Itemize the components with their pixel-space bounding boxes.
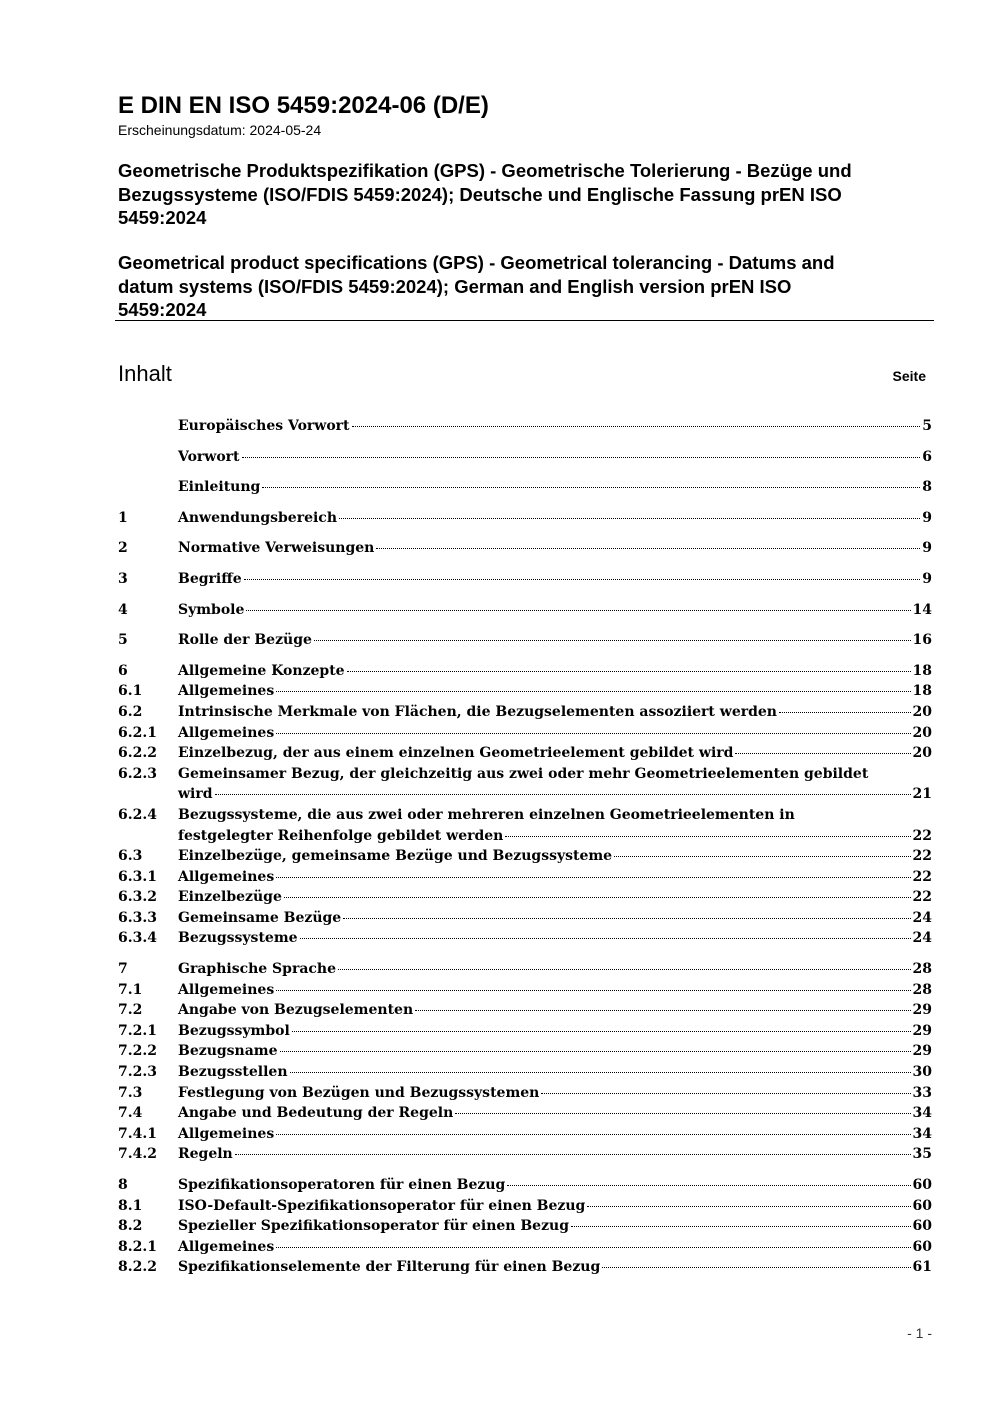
toc-entry-page: 9	[922, 570, 932, 587]
toc-entry-page: 24	[912, 909, 932, 926]
toc-entry-page: 34	[912, 1125, 932, 1142]
toc-entry-number: 7.4	[118, 1105, 143, 1122]
toc-entry[interactable]	[118, 538, 932, 559]
toc-entry-title: Spezifikationsoperatoren für einen Bezug	[178, 1177, 506, 1193]
title-divider	[115, 320, 934, 321]
toc-entry-title: Festlegung von Bezügen und Bezugssystemen	[178, 1084, 540, 1101]
toc-entry[interactable]	[118, 1237, 932, 1258]
toc-dot-leader	[347, 671, 911, 672]
toc-entry-number: 2	[118, 540, 128, 557]
toc-entry[interactable]	[118, 569, 932, 590]
toc-entry-number: 6.2.1	[118, 724, 157, 741]
toc-entry-title: Europäisches Vorwort	[178, 418, 350, 434]
toc-entry[interactable]	[118, 1041, 932, 1062]
toc-entry-page: 20	[912, 745, 932, 762]
toc-entry-page: 21	[912, 786, 932, 803]
toc-entry[interactable]	[118, 959, 932, 980]
toc-entry-number: 6.1	[118, 683, 143, 700]
toc-entry[interactable]	[118, 681, 932, 702]
toc-entry[interactable]	[118, 702, 932, 723]
toc-entry-page: 60	[912, 1197, 932, 1214]
toc-entry[interactable]	[118, 416, 932, 437]
toc-entry-title: Spezieller Spezifikationsoperator für einen Bezug	[178, 1218, 569, 1235]
toc-entry-number: 7.4.2	[118, 1146, 157, 1163]
toc-entry-number: 8.2.2	[118, 1259, 157, 1276]
toc-dot-leader	[614, 856, 910, 857]
title-english-line: Geometrical product specifications (GPS) - Geometrical tolerancing - Datums and	[118, 252, 835, 273]
toc-entry-number: 6	[118, 662, 128, 679]
toc-entry-number: 1	[118, 509, 128, 526]
toc-entry-page: 30	[912, 1064, 932, 1081]
toc-dot-leader	[352, 426, 921, 427]
toc-entry[interactable]	[118, 1175, 932, 1196]
toc-dot-leader	[276, 1247, 910, 1248]
toc-entry[interactable]	[118, 1124, 932, 1145]
toc-entry-title: Begriffe	[178, 570, 242, 587]
toc-dot-leader	[415, 1010, 910, 1011]
title-german-line: Geometrische Produktspezifikation (GPS) - Geometrische Tolerierung - Bezüge und	[118, 160, 852, 181]
toc-entry[interactable]	[118, 743, 932, 764]
toc-entry-title: Normative Verweisungen	[178, 540, 375, 557]
toc-dot-leader	[276, 990, 910, 991]
toc-entry-number: 6.2.3	[118, 765, 157, 782]
toc-entry-title: Allgemeine Konzepte	[178, 662, 345, 679]
toc-entry-title: Allgemeines	[178, 724, 275, 741]
title-english-line: datum systems (ISO/FDIS 5459:2024); German and English version prEN ISO	[118, 275, 792, 297]
toc-entry-page: 6	[922, 448, 932, 465]
toc-dot-leader	[338, 969, 911, 970]
toc-entry-title: Rolle der Bezüge	[178, 632, 312, 649]
toc-entry[interactable]	[118, 908, 932, 929]
toc-entry-number: 6.2.2	[118, 745, 157, 762]
toc-entry-title: Allgemeines	[178, 683, 275, 700]
toc-entry-number: 6.2.4	[118, 806, 157, 823]
toc-entry-title: Einzelbezüge, gemeinsame Bezüge und Bezugssysteme	[178, 848, 613, 865]
toc-entry-title: Symbole	[178, 601, 245, 618]
toc-dot-leader	[276, 877, 910, 878]
toc-entry[interactable]	[118, 1062, 932, 1083]
toc-dot-leader	[505, 836, 910, 837]
toc-dot-leader	[779, 712, 911, 713]
toc-entry-page: 9	[922, 540, 932, 557]
toc-entry-title: Einzelbezug, der aus einem einzelnen Geometrieelement gebildet wird	[178, 745, 734, 762]
toc-dot-leader	[284, 897, 911, 898]
toc-entry[interactable]	[118, 630, 932, 651]
toc-entry-title: Anwendungsbereich	[178, 509, 337, 526]
toc-entry-title: wird	[178, 786, 213, 803]
toc-entry-page: 60	[912, 1238, 932, 1255]
title-german-line: Bezugssysteme (ISO/FDIS 5459:2024); Deutsche und Englische Fassung prEN ISO	[118, 183, 842, 205]
toc-entry[interactable]	[118, 661, 932, 682]
document-id: E DIN EN ISO 5459:2024-06 (D/E)	[118, 92, 489, 119]
toc-entry-title: Graphische Sprache	[178, 961, 337, 978]
toc-entry-number: 7	[118, 961, 128, 978]
toc-entry-number: 7.1	[118, 981, 143, 998]
toc-entry[interactable]	[118, 846, 932, 867]
toc-dot-leader	[276, 1134, 910, 1135]
toc-dot-leader	[376, 548, 920, 549]
toc-entry-title: Vorwort	[178, 448, 240, 465]
toc-entry[interactable]	[118, 1103, 932, 1124]
toc-entry-page: 24	[912, 930, 932, 947]
toc-entry-number: 8.1	[118, 1197, 143, 1214]
toc-entry-page: 34	[912, 1105, 932, 1122]
toc-entry[interactable]	[118, 887, 932, 908]
toc-entry-page: 18	[912, 683, 932, 700]
toc-entry-page: 60	[912, 1177, 932, 1193]
toc-entry[interactable]	[118, 1196, 932, 1217]
toc-dot-leader	[246, 610, 910, 611]
toc-dot-leader	[507, 1185, 910, 1186]
toc-entry-page: 20	[912, 724, 932, 741]
toc-dot-leader	[300, 938, 911, 939]
toc-entry-title: Allgemeines	[178, 1238, 275, 1255]
toc-entry[interactable]	[118, 1083, 932, 1104]
table-of-contents	[118, 416, 932, 1278]
toc-entry-title: Regeln	[178, 1146, 233, 1163]
toc-entry-number: 6.3.2	[118, 889, 157, 906]
toc-entry-title: Gemeinsamer Bezug, der gleichzeitig aus zwei oder mehr Geometrieelementen gebildet	[178, 765, 869, 782]
toc-entry-number: 7.4.1	[118, 1125, 157, 1142]
toc-dot-leader	[343, 918, 910, 919]
title-english	[118, 251, 918, 322]
toc-entry[interactable]	[118, 1216, 932, 1237]
toc-dot-leader	[262, 487, 920, 488]
toc-entry-number: 6.3.3	[118, 909, 157, 926]
toc-entry[interactable]	[118, 928, 932, 949]
toc-dot-leader	[541, 1093, 910, 1094]
toc-entry-page: 20	[912, 703, 932, 720]
toc-entry-number: 6.2	[118, 703, 143, 720]
toc-entry[interactable]	[118, 508, 932, 529]
toc-entry-page: 60	[912, 1218, 932, 1235]
toc-dot-leader	[587, 1206, 910, 1207]
toc-entry-page: 8	[922, 479, 932, 496]
title-english-line: 5459:2024	[118, 299, 207, 320]
toc-entry-number: 6.3	[118, 848, 143, 865]
toc-entry-page: 22	[912, 848, 932, 865]
toc-entry-title: ISO-Default-Spezifikationsoperator für einen Bezug	[178, 1197, 586, 1214]
toc-entry-title: Allgemeines	[178, 1125, 275, 1142]
toc-entry-title: Gemeinsame Bezüge	[178, 909, 342, 926]
publication-date: Erscheinungsdatum: 2024-05-24	[118, 122, 322, 138]
title-german	[118, 159, 918, 230]
toc-entry-title: Bezugssymbol	[178, 1022, 290, 1039]
toc-entry-number: 6.3.1	[118, 868, 157, 885]
toc-entry-title: Bezugssysteme	[178, 930, 298, 947]
toc-entry[interactable]	[118, 1000, 932, 1021]
toc-entry-title: Angabe von Bezugselementen	[178, 1002, 414, 1019]
toc-entry-title: Intrinsische Merkmale von Flächen, die Bezugselementen assoziiert werden	[178, 703, 777, 720]
toc-entry-title: Bezugsname	[178, 1043, 278, 1060]
toc-entry-page: 14	[912, 601, 932, 618]
toc-entry[interactable]	[118, 447, 932, 468]
toc-entry-page: 28	[912, 981, 932, 998]
toc-entry-page: 29	[912, 1002, 932, 1019]
toc-dot-leader	[292, 1031, 911, 1032]
toc-dot-leader	[314, 640, 911, 641]
toc-entry-title: Allgemeines	[178, 868, 275, 885]
toc-entry-page: 22	[912, 868, 932, 885]
toc-entry-page: 9	[922, 509, 932, 526]
toc-entry-page: 35	[912, 1146, 932, 1163]
toc-dot-leader	[735, 753, 910, 754]
toc-entry-number: 3	[118, 570, 128, 587]
toc-entry-page: 16	[912, 632, 932, 649]
toc-entry[interactable]	[118, 867, 932, 888]
toc-dot-leader	[235, 1154, 911, 1155]
toc-entry-number: 7.2	[118, 1002, 143, 1019]
toc-entry[interactable]	[118, 1144, 932, 1165]
toc-entry-number: 8.2.1	[118, 1238, 157, 1255]
toc-entry-page: 33	[912, 1084, 932, 1101]
toc-page-column-label: Seite	[892, 368, 926, 384]
toc-entry-number: 7.2.3	[118, 1064, 157, 1081]
toc-entry[interactable]	[118, 1021, 932, 1042]
toc-entry-page: 28	[912, 961, 932, 978]
toc-entry-title: Allgemeines	[178, 981, 275, 998]
toc-entry-title: Angabe und Bedeutung der Regeln	[178, 1105, 454, 1122]
toc-dot-leader	[602, 1267, 910, 1268]
toc-entry-title: Einzelbezüge	[178, 889, 282, 906]
toc-dot-leader	[215, 794, 911, 795]
toc-entry-number: 4	[118, 601, 128, 618]
toc-entry[interactable]	[118, 723, 932, 744]
toc-entry-number: 6.3.4	[118, 930, 157, 947]
toc-dot-leader	[244, 579, 921, 580]
toc-dot-leader	[571, 1226, 911, 1227]
toc-title: Inhalt	[118, 361, 172, 386]
toc-dot-leader	[276, 691, 910, 692]
toc-dot-leader	[290, 1072, 911, 1073]
toc-entry[interactable]	[118, 805, 932, 846]
toc-dot-leader	[455, 1113, 910, 1114]
toc-entry-title: Bezugssysteme, die aus zwei oder mehreren einzelnen Geometrieelementen in	[178, 806, 795, 823]
toc-entry-title: Bezugsstellen	[178, 1064, 288, 1081]
toc-entry-page: 29	[912, 1022, 932, 1039]
toc-entry[interactable]	[118, 477, 932, 498]
toc-dot-leader	[280, 1051, 911, 1052]
toc-entry-number: 7.2.2	[118, 1043, 157, 1060]
toc-entry-number: 8	[118, 1177, 128, 1193]
toc-dot-leader	[242, 457, 921, 458]
toc-entry-page: 61	[912, 1259, 932, 1276]
toc-entry[interactable]	[118, 1257, 932, 1278]
toc-entry-page: 18	[912, 662, 932, 679]
toc-dot-leader	[276, 733, 910, 734]
page-number: - 1 -	[907, 1325, 932, 1341]
toc-entry-title: Spezifikationselemente der Filterung für einen Bezug	[178, 1259, 601, 1276]
toc-entry-number: 7.3	[118, 1084, 143, 1101]
toc-entry[interactable]	[118, 980, 932, 1001]
toc-entry[interactable]	[118, 764, 932, 805]
toc-entry-title: Einleitung	[178, 479, 261, 496]
toc-dot-leader	[339, 518, 920, 519]
toc-entry-number: 8.2	[118, 1218, 143, 1235]
toc-entry-page: 22	[912, 827, 932, 844]
toc-entry-number: 7.2.1	[118, 1022, 157, 1039]
toc-entry-page: 22	[912, 889, 932, 906]
toc-entry-title: festgelegter Reihenfolge gebildet werden	[178, 827, 504, 844]
toc-entry-number: 5	[118, 632, 128, 649]
toc-entry[interactable]	[118, 600, 932, 621]
toc-entry-page: 29	[912, 1043, 932, 1060]
toc-entry-page: 5	[922, 418, 932, 434]
title-german-line: 5459:2024	[118, 207, 207, 228]
